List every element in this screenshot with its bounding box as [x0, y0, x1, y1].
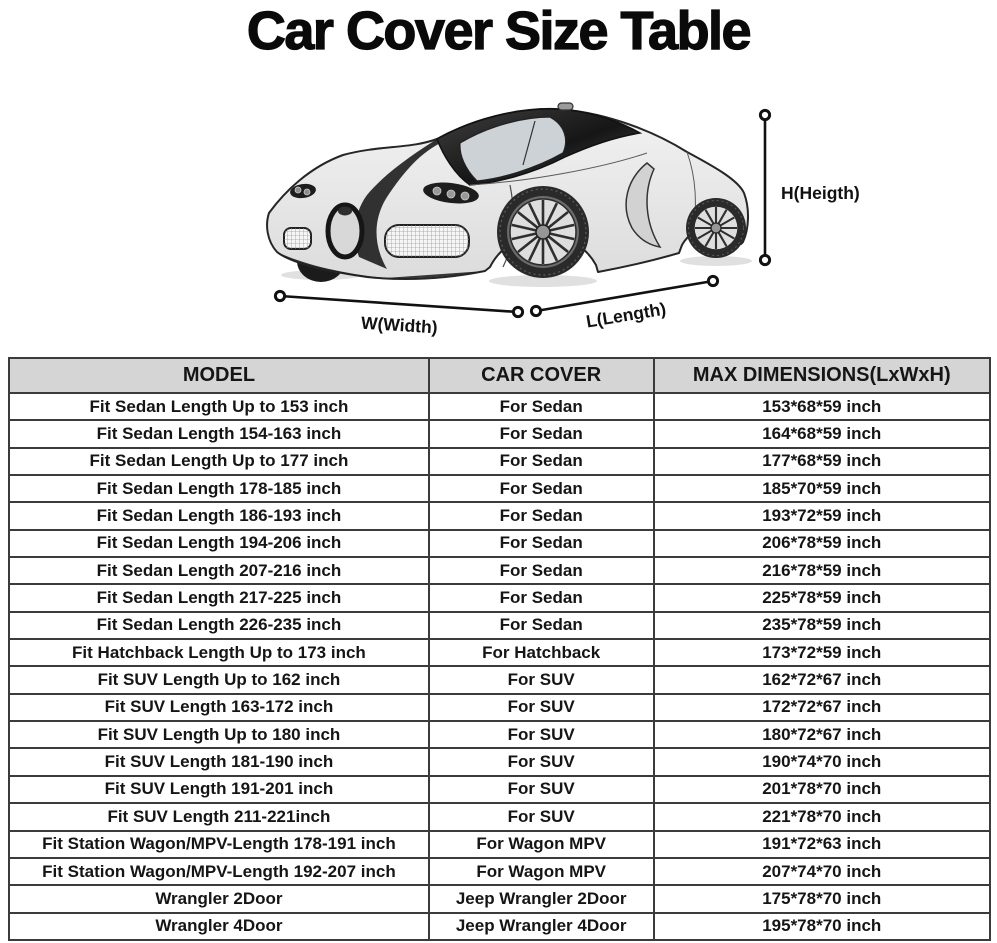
cell-model: Fit SUV Length 191-201 inch [9, 776, 429, 803]
dimension-endpoint-icon [531, 306, 540, 315]
cell-model: Fit Sedan Length 194-206 inch [9, 530, 429, 557]
cell-model: Fit Sedan Length 207-216 inch [9, 557, 429, 584]
cell-cover: Jeep Wrangler 2Door [429, 885, 654, 912]
cell-model: Fit Sedan Length 226-235 inch [9, 612, 429, 639]
cell-dims: 173*72*59 inch [654, 639, 991, 666]
cell-model: Fit SUV Length 211-221inch [9, 803, 429, 830]
table-row [9, 748, 990, 775]
left-mesh-intake [284, 228, 311, 249]
car-illustration [267, 103, 752, 287]
cell-model: Fit SUV Length Up to 162 inch [9, 666, 429, 693]
car-cover-diagram [255, 95, 895, 343]
cell-dims: 206*78*59 inch [654, 530, 991, 557]
table-row [9, 530, 990, 557]
cell-cover: For Sedan [429, 393, 654, 420]
cell-model: Fit Station Wagon/MPV-Length 192-207 inch [9, 858, 429, 885]
cell-cover: For Sedan [429, 475, 654, 502]
cell-dims: 191*72*63 inch [654, 831, 991, 858]
table-row [9, 393, 990, 420]
table-row [9, 475, 990, 502]
cell-cover: For SUV [429, 666, 654, 693]
cell-model: Fit Sedan Length 178-185 inch [9, 475, 429, 502]
length-dimension-label: L(Length) [584, 298, 668, 332]
car-diagram-svg [255, 95, 895, 343]
cell-dims: 193*72*59 inch [654, 502, 991, 529]
cell-cover: For Sedan [429, 584, 654, 611]
width-dimension-label: W(Width) [360, 312, 439, 338]
size-table-body [9, 393, 990, 940]
table-row [9, 448, 990, 475]
cell-cover: For SUV [429, 721, 654, 748]
table-row [9, 639, 990, 666]
table-row [9, 557, 990, 584]
cell-cover: For SUV [429, 694, 654, 721]
cell-model: Wrangler 4Door [9, 913, 429, 940]
height-dimension [760, 110, 859, 264]
cell-model: Wrangler 2Door [9, 885, 429, 912]
cell-model: Fit SUV Length 163-172 inch [9, 694, 429, 721]
cell-cover: For Sedan [429, 612, 654, 639]
dimension-endpoint-icon [275, 291, 284, 300]
cell-dims: 172*72*67 inch [654, 694, 991, 721]
cell-cover: For Wagon MPV [429, 831, 654, 858]
height-dimension-label: H(Heigth) [781, 183, 860, 203]
table-row [9, 694, 990, 721]
cell-cover: For SUV [429, 748, 654, 775]
cell-cover: For SUV [429, 803, 654, 830]
cell-dims: 221*78*70 inch [654, 803, 991, 830]
cell-model: Fit SUV Length 181-190 inch [9, 748, 429, 775]
roof-aerial [558, 103, 573, 110]
table-row [9, 666, 990, 693]
table-row [9, 803, 990, 830]
size-table [8, 357, 991, 941]
cell-cover: For Sedan [429, 448, 654, 475]
table-row [9, 584, 990, 611]
dimension-endpoint-icon [760, 255, 769, 264]
cell-dims: 235*78*59 inch [654, 612, 991, 639]
cell-dims: 175*78*70 inch [654, 885, 991, 912]
cell-cover: For Sedan [429, 530, 654, 557]
page-title: Car Cover Size Table [246, 1, 751, 61]
table-row [9, 420, 990, 447]
table-row [9, 831, 990, 858]
cell-dims: 177*68*59 inch [654, 448, 991, 475]
table-row [9, 612, 990, 639]
rear-wheel [686, 198, 746, 258]
table-row [9, 776, 990, 803]
cell-dims: 153*68*59 inch [654, 393, 991, 420]
table-row [9, 502, 990, 529]
cell-cover: For SUV [429, 776, 654, 803]
dimension-endpoint-icon [760, 110, 769, 119]
dimension-endpoint-icon [708, 276, 717, 285]
front-wheel [497, 186, 589, 278]
cell-model: Fit SUV Length Up to 180 inch [9, 721, 429, 748]
header-model: MODEL [9, 358, 429, 393]
front-mesh-intake [385, 225, 469, 257]
cell-dims: 201*78*70 inch [654, 776, 991, 803]
table-row [9, 913, 990, 940]
cell-dims: 185*70*59 inch [654, 475, 991, 502]
cell-model: Fit Hatchback Length Up to 173 inch [9, 639, 429, 666]
cell-cover: For Hatchback [429, 639, 654, 666]
cell-model: Fit Sedan Length 217-225 inch [9, 584, 429, 611]
table-row [9, 858, 990, 885]
cell-cover: For Sedan [429, 502, 654, 529]
cell-dims: 195*78*70 inch [654, 913, 991, 940]
table-header-row [9, 358, 990, 393]
cell-cover: For Sedan [429, 557, 654, 584]
cell-dims: 162*72*67 inch [654, 666, 991, 693]
width-dimension [275, 291, 522, 337]
cell-cover: Jeep Wrangler 4Door [429, 913, 654, 940]
cell-cover: For Sedan [429, 420, 654, 447]
cell-dims: 216*78*59 inch [654, 557, 991, 584]
grille-badge [338, 207, 352, 216]
header-car-cover: CAR COVER [429, 358, 654, 393]
cell-dims: 225*78*59 inch [654, 584, 991, 611]
header-max-dimensions: MAX DIMENSIONS(LxWxH) [654, 358, 991, 393]
cell-model: Fit Sedan Length 186-193 inch [9, 502, 429, 529]
cell-dims: 180*72*67 inch [654, 721, 991, 748]
cell-model: Fit Sedan Length Up to 153 inch [9, 393, 429, 420]
cell-model: Fit Station Wagon/MPV-Length 178-191 inch [9, 831, 429, 858]
cell-model: Fit Sedan Length Up to 177 inch [9, 448, 429, 475]
cell-dims: 207*74*70 inch [654, 858, 991, 885]
table-row [9, 885, 990, 912]
cell-dims: 164*68*59 inch [654, 420, 991, 447]
cell-model: Fit Sedan Length 154-163 inch [9, 420, 429, 447]
table-row [9, 721, 990, 748]
cell-dims: 190*74*70 inch [654, 748, 991, 775]
dimension-endpoint-icon [513, 307, 522, 316]
cell-cover: For Wagon MPV [429, 858, 654, 885]
